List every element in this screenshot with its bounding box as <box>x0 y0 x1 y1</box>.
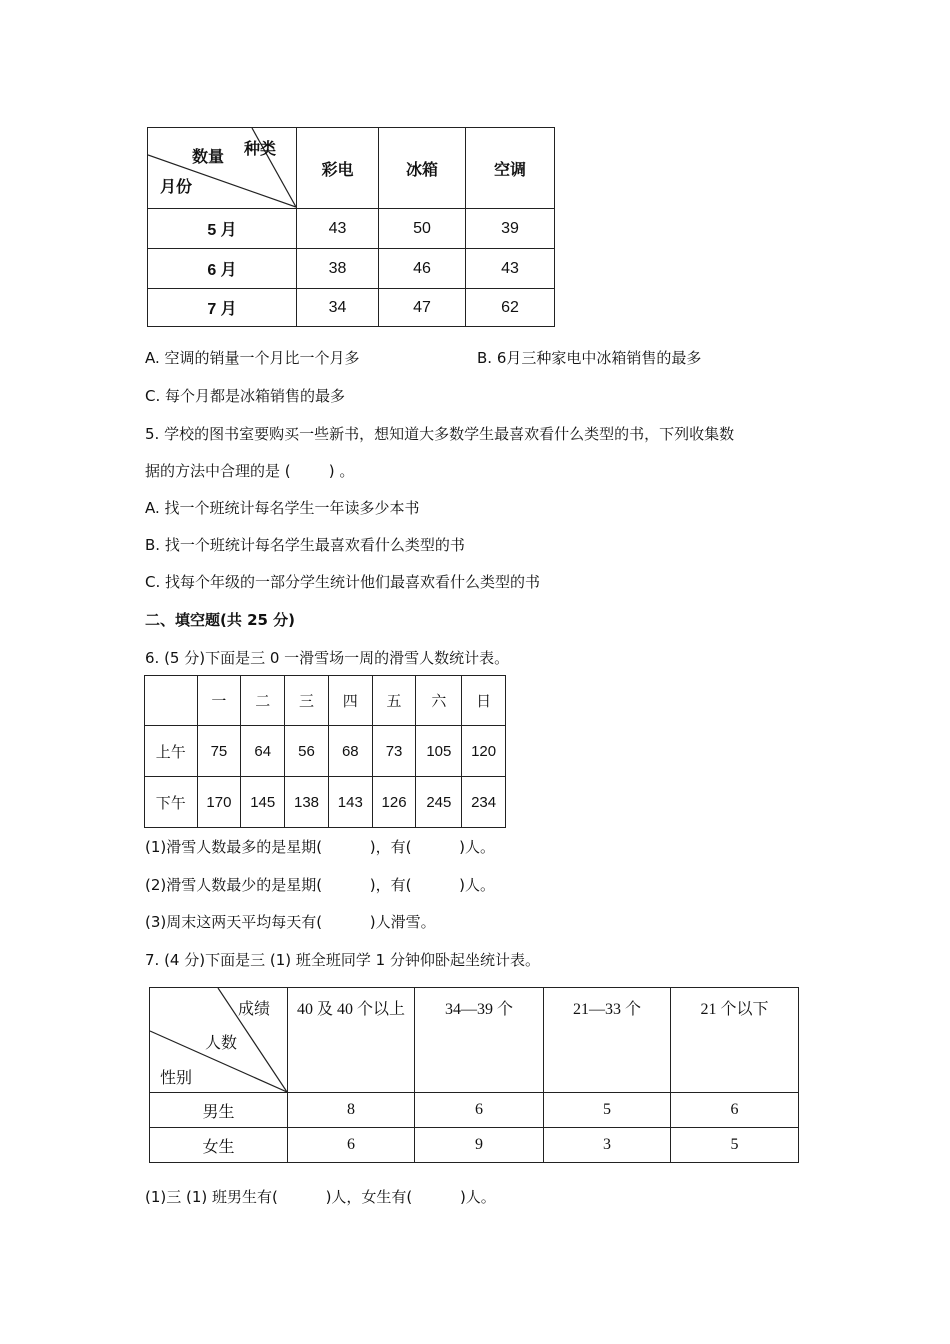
table-cell: 38 <box>297 249 379 289</box>
table-row <box>148 209 555 249</box>
corner-top-label: 成绩 <box>238 999 271 1018</box>
column-header: 三 <box>285 676 329 726</box>
q5-stem-line1: 5. 学校的图书室要购买一些新书，想知道大多数学生最喜欢看什么类型的书，下列收集数 <box>145 425 735 443</box>
column-header: 二 <box>241 676 285 726</box>
q5-option-a: A. 找一个班统计每名学生一年读多少本书 <box>145 499 420 517</box>
q6-stem: 6. (5 分)下面是三 0 一滑雪场一周的滑雪人数统计表。 <box>145 649 510 667</box>
q4-option-c: C. 每个月都是冰箱销售的最多 <box>145 387 346 405</box>
table-cell: 50 <box>379 209 466 249</box>
table-corner-header <box>150 988 288 1093</box>
row-header: 上午 <box>145 726 198 777</box>
skiing-count-table <box>144 675 506 828</box>
table-row <box>148 289 555 327</box>
table-cell: 6 <box>415 1093 544 1128</box>
table-row <box>150 1128 799 1163</box>
table-cell: 6 <box>288 1128 415 1163</box>
q6-sub3: (3)周末这两天平均每天有( )人滑雪。 <box>145 913 436 931</box>
q6-sub1: (1)滑雪人数最多的是星期( )，有( )人。 <box>145 838 496 856</box>
table-cell: 105 <box>416 726 462 777</box>
q7-stem: 7. (4 分)下面是三 (1) 班全班同学 1 分钟仰卧起坐统计表。 <box>145 951 540 969</box>
column-header: 一 <box>197 676 241 726</box>
table-cell: 145 <box>241 777 285 828</box>
table-row <box>150 1093 799 1128</box>
table-row <box>145 777 506 828</box>
table-header-row <box>145 676 506 726</box>
corner-top-label: 种类 <box>244 141 277 158</box>
table-cell: 138 <box>285 777 329 828</box>
corner-middle-label: 数量 <box>192 149 225 166</box>
table-cell: 56 <box>285 726 329 777</box>
column-header: 空调 <box>466 128 555 209</box>
table-cell: 3 <box>543 1128 670 1163</box>
appliance-sales-table <box>147 127 555 327</box>
table-cell: 47 <box>379 289 466 327</box>
table-cell: 43 <box>466 249 555 289</box>
q7-sub1: (1)三 (1) 班男生有( )人，女生有( )人。 <box>145 1188 496 1206</box>
table-cell: 46 <box>379 249 466 289</box>
column-header: 彩电 <box>297 128 379 209</box>
column-header: 六 <box>416 676 462 726</box>
q5-stem-line2: 据的方法中合理的是 ( ) 。 <box>145 462 355 480</box>
table-cell: 8 <box>288 1093 415 1128</box>
table-cell: 73 <box>372 726 416 777</box>
table-cell: 245 <box>416 777 462 828</box>
table-cell: 234 <box>462 777 506 828</box>
column-header: 40 及 40 个以上 <box>288 988 415 1093</box>
table-cell: 170 <box>197 777 241 828</box>
table-cell: 120 <box>462 726 506 777</box>
column-header: 冰箱 <box>379 128 466 209</box>
table-cell: 126 <box>372 777 416 828</box>
row-header: 下午 <box>145 777 198 828</box>
table-cell: 39 <box>466 209 555 249</box>
table-corner-header <box>148 128 297 209</box>
column-header: 日 <box>462 676 506 726</box>
row-header: 5 月 <box>148 209 297 249</box>
table-row <box>145 726 506 777</box>
corner-bottom-label: 月份 <box>160 179 193 196</box>
row-header: 女生 <box>150 1128 288 1163</box>
table-cell: 6 <box>670 1093 798 1128</box>
row-header: 6 月 <box>148 249 297 289</box>
table-cell: 34 <box>297 289 379 327</box>
table-cell: 68 <box>328 726 372 777</box>
table-cell: 75 <box>197 726 241 777</box>
table-cell: 64 <box>241 726 285 777</box>
table-cell: 43 <box>297 209 379 249</box>
q4-option-a: A. 空调的销量一个月比一个月多 <box>145 349 360 367</box>
table-cell: 9 <box>415 1128 544 1163</box>
section-title: 二、填空题(共 25 分) <box>145 611 296 629</box>
column-header: 四 <box>328 676 372 726</box>
corner-bottom-label: 性别 <box>160 1068 193 1087</box>
table-cell: 62 <box>466 289 555 327</box>
row-header: 7 月 <box>148 289 297 327</box>
row-header: 男生 <box>150 1093 288 1128</box>
column-header: 34—39 个 <box>415 988 544 1093</box>
table-cell: 5 <box>543 1093 670 1128</box>
column-header: 五 <box>372 676 416 726</box>
q4-option-b: B. 6月三种家电中冰箱销售的最多 <box>477 349 702 367</box>
table-cell: 5 <box>670 1128 798 1163</box>
table-row <box>148 249 555 289</box>
q5-option-c: C. 找每个年级的一部分学生统计他们最喜欢看什么类型的书 <box>145 573 541 591</box>
q5-option-b: B. 找一个班统计每名学生最喜欢看什么类型的书 <box>145 536 465 554</box>
q6-sub2: (2)滑雪人数最少的是星期( )，有( )人。 <box>145 876 496 894</box>
table-cell: 143 <box>328 777 372 828</box>
corner-middle-label: 人数 <box>205 1033 238 1052</box>
table-corner-cell <box>145 676 198 726</box>
situp-stats-table <box>149 987 799 1163</box>
column-header: 21 个以下 <box>670 988 798 1093</box>
column-header: 21—33 个 <box>543 988 670 1093</box>
